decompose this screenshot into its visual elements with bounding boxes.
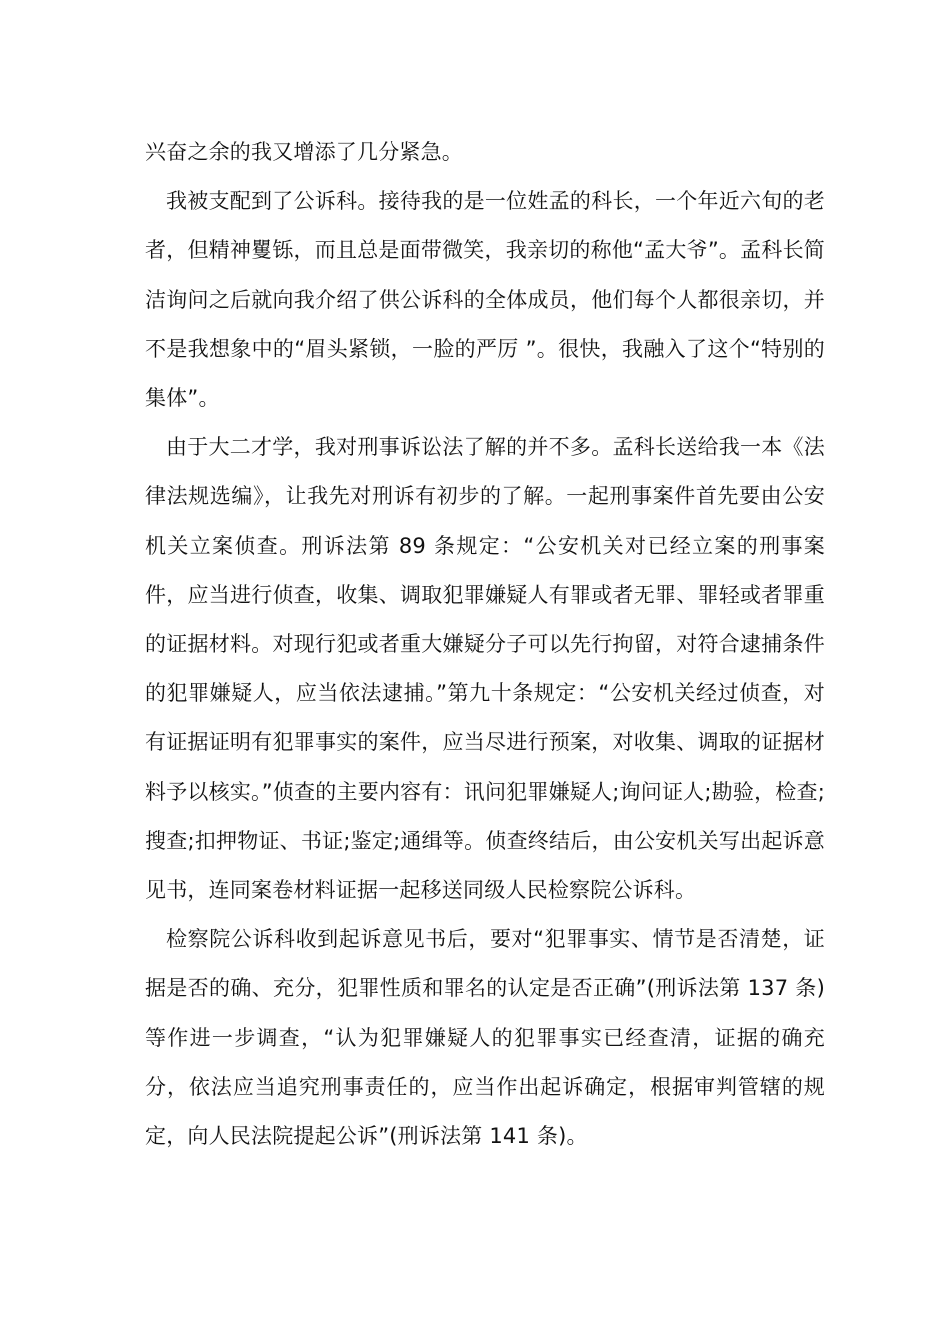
paragraph-3: 由于大二才学，我对刑事诉讼法了解的并不多。孟科长送给我一本《法律法规选编》，让我先对刑诉有初步的了解。一起刑事案件首先要由公安机关立案侦查。刑诉法第 89 条规定：“公安机关对已经立案的刑事案件，应当进行侦查，收集、调取犯罪嫌疑人有罪或者无罪、罪轻或者罪重的证据材料。对现行犯或者重大嫌疑分子可以先行拘留，对符合逮捕条件的犯罪嫌疑人，应当依法逮捕。”第九十条规定：“公安机关经过侦查，对有证据证明有犯罪事实的案件，应当尽进行预案，对收集、调取的证据材料予以核实。”侦查的主要内容有：讯问犯罪嫌疑人;询问证人;勘验，检查;搜查;扣押物证、书证;鉴定;通缉等。侦查终结后，由公安机关写出起诉意见书，连同案卷材料证据一起移送同级人民检察院公诉科。 — [145, 435, 825, 903]
paragraph-4: 检察院公诉科收到起诉意见书后，要对“犯罪事实、情节是否清楚，证据是否的确、充分，犯罪性质和罪名的认定是否正确”(刑诉法第 137 条)等作进一步调查，“认为犯罪嫌疑人的犯罪事实已经查清，证据的确充分，依法应当追究刑事责任的，应当作出起诉确定，根据审判管辖的规定，向人民法院提起公诉”(刑诉法第 141 条)。 — [145, 927, 825, 1149]
paragraph-2: 我被支配到了公诉科。接待我的是一位姓孟的科长，一个年近六旬的老者，但精神矍铄，而且总是面带微笑，我亲切的称他“孟大爷”。孟科长简洁询问之后就向我介绍了供公诉科的全体成员，他们每个人都很亲切，并不是我想象中的“眉头紧锁，一脸的严厉 ”。很快，我融入了这个“特别的集体”。 — [145, 189, 825, 411]
paragraph-1: 兴奋之余的我又增添了几分紧急。 — [145, 140, 463, 164]
document-body — [145, 128, 825, 1161]
